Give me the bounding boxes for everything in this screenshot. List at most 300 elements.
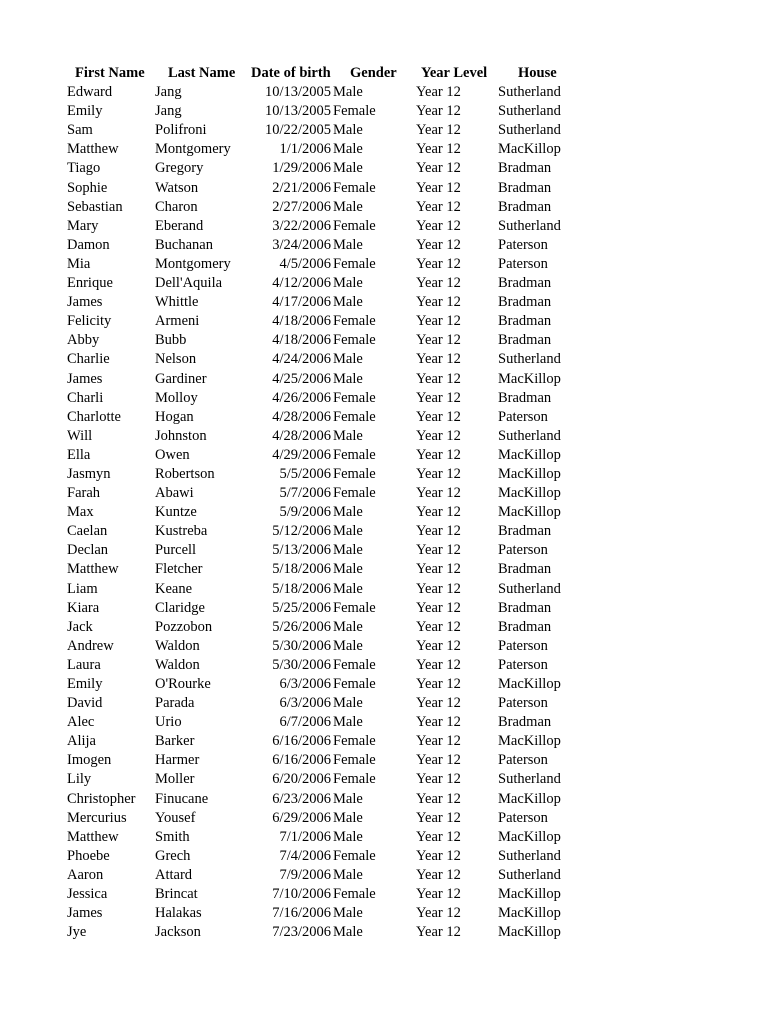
cell-date-of-birth: 5/13/2006 bbox=[272, 542, 331, 559]
cell-year-level: Year 12 bbox=[416, 84, 461, 101]
table-row bbox=[0, 293, 768, 312]
cell-date-of-birth: 5/30/2006 bbox=[272, 637, 331, 654]
cell-first-name: Abby bbox=[67, 332, 100, 349]
cell-last-name: Robertson bbox=[155, 465, 215, 482]
cell-gender: Male bbox=[333, 828, 363, 845]
table-row bbox=[0, 159, 768, 178]
cell-first-name: Max bbox=[67, 504, 94, 521]
cell-gender: Male bbox=[333, 84, 363, 101]
table-body bbox=[0, 83, 768, 942]
table-row bbox=[0, 866, 768, 885]
table-row bbox=[0, 580, 768, 599]
table-row bbox=[0, 255, 768, 274]
table-row bbox=[0, 121, 768, 140]
cell-first-name: Kiara bbox=[67, 599, 100, 616]
cell-gender: Male bbox=[333, 370, 363, 387]
cell-year-level: Year 12 bbox=[416, 866, 461, 883]
cell-gender: Female bbox=[333, 771, 376, 788]
cell-first-name: Tiago bbox=[67, 160, 101, 177]
cell-first-name: Lily bbox=[67, 771, 92, 788]
cell-first-name: Alija bbox=[67, 733, 96, 750]
cell-first-name: Mary bbox=[67, 217, 99, 234]
cell-date-of-birth: 5/30/2006 bbox=[272, 656, 331, 673]
cell-last-name: Purcell bbox=[155, 542, 197, 559]
cell-date-of-birth: 6/16/2006 bbox=[272, 752, 331, 769]
cell-gender: Male bbox=[333, 427, 363, 444]
cell-first-name: Matthew bbox=[67, 828, 119, 845]
cell-year-level: Year 12 bbox=[416, 332, 461, 349]
cell-gender: Male bbox=[333, 924, 363, 941]
table-row bbox=[0, 484, 768, 503]
cell-first-name: Matthew bbox=[67, 561, 119, 578]
cell-house: Paterson bbox=[498, 542, 548, 559]
cell-date-of-birth: 6/29/2006 bbox=[272, 809, 331, 826]
cell-last-name: Nelson bbox=[155, 351, 197, 368]
cell-date-of-birth: 6/3/2006 bbox=[279, 695, 331, 712]
table-row bbox=[0, 427, 768, 446]
table-row bbox=[0, 675, 768, 694]
cell-date-of-birth: 5/12/2006 bbox=[272, 523, 331, 540]
cell-last-name: Halakas bbox=[155, 905, 202, 922]
table-row bbox=[0, 408, 768, 427]
cell-first-name: Felicity bbox=[67, 313, 112, 330]
cell-last-name: Watson bbox=[155, 179, 199, 196]
cell-date-of-birth: 7/23/2006 bbox=[272, 924, 331, 941]
cell-gender: Female bbox=[333, 408, 376, 425]
cell-last-name: Urio bbox=[155, 714, 182, 731]
cell-last-name: Kuntze bbox=[155, 504, 197, 521]
table-row bbox=[0, 465, 768, 484]
cell-year-level: Year 12 bbox=[416, 141, 461, 158]
cell-gender: Male bbox=[333, 275, 363, 292]
cell-year-level: Year 12 bbox=[416, 790, 461, 807]
cell-last-name: Parada bbox=[155, 695, 195, 712]
cell-year-level: Year 12 bbox=[416, 217, 461, 234]
cell-house: Paterson bbox=[498, 408, 548, 425]
cell-date-of-birth: 4/28/2006 bbox=[272, 427, 331, 444]
cell-house: MacKillop bbox=[498, 886, 561, 903]
cell-gender: Female bbox=[333, 255, 376, 272]
cell-last-name: Johnston bbox=[155, 427, 207, 444]
cell-gender: Male bbox=[333, 618, 363, 635]
cell-last-name: O'Rourke bbox=[155, 676, 211, 692]
cell-year-level: Year 12 bbox=[416, 122, 461, 139]
cell-year-level: Year 12 bbox=[416, 523, 461, 540]
cell-last-name: Buchanan bbox=[155, 236, 213, 253]
table-row bbox=[0, 83, 768, 102]
cell-gender: Female bbox=[333, 179, 376, 196]
cell-gender: Female bbox=[333, 656, 376, 673]
cell-house: Bradman bbox=[498, 523, 552, 540]
cell-date-of-birth: 4/29/2006 bbox=[272, 446, 331, 463]
cell-date-of-birth: 6/20/2006 bbox=[272, 771, 331, 788]
cell-house: Bradman bbox=[498, 179, 552, 196]
cell-year-level: Year 12 bbox=[416, 580, 461, 597]
cell-house: MacKillop bbox=[498, 905, 561, 922]
header-last-name: Last Name bbox=[168, 65, 236, 81]
table-row bbox=[0, 923, 768, 942]
cell-first-name: Andrew bbox=[67, 637, 114, 654]
cell-first-name: Aaron bbox=[67, 866, 104, 883]
cell-year-level: Year 12 bbox=[416, 275, 461, 292]
table-row bbox=[0, 389, 768, 408]
cell-date-of-birth: 3/22/2006 bbox=[272, 217, 331, 234]
cell-gender: Female bbox=[333, 446, 376, 463]
cell-gender: Male bbox=[333, 695, 363, 712]
cell-gender: Male bbox=[333, 790, 363, 807]
cell-first-name: Emily bbox=[67, 103, 103, 120]
cell-date-of-birth: 10/13/2005 bbox=[264, 84, 331, 101]
cell-house: Bradman bbox=[498, 561, 552, 578]
cell-year-level: Year 12 bbox=[416, 905, 461, 922]
cell-gender: Male bbox=[333, 866, 363, 883]
cell-first-name: Sophie bbox=[67, 179, 108, 196]
cell-house: Paterson bbox=[498, 809, 548, 826]
cell-year-level: Year 12 bbox=[416, 179, 461, 196]
table-row bbox=[0, 102, 768, 121]
cell-gender: Female bbox=[333, 733, 376, 750]
cell-gender: Male bbox=[333, 542, 363, 559]
cell-year-level: Year 12 bbox=[416, 676, 461, 692]
cell-first-name: Enrique bbox=[67, 275, 113, 292]
table-row bbox=[0, 274, 768, 293]
cell-year-level: Year 12 bbox=[416, 924, 461, 941]
cell-house: MacKillop bbox=[498, 676, 561, 692]
table-row bbox=[0, 140, 768, 159]
cell-first-name: Emily bbox=[67, 676, 103, 692]
cell-house: Bradman bbox=[498, 714, 552, 731]
table-row bbox=[0, 751, 768, 770]
table-row bbox=[0, 312, 768, 331]
cell-first-name: Charli bbox=[67, 389, 104, 406]
cell-year-level: Year 12 bbox=[416, 771, 461, 788]
cell-year-level: Year 12 bbox=[416, 886, 461, 903]
cell-house: Bradman bbox=[498, 313, 552, 330]
cell-year-level: Year 12 bbox=[416, 714, 461, 731]
cell-year-level: Year 12 bbox=[416, 427, 461, 444]
cell-date-of-birth: 4/17/2006 bbox=[272, 294, 331, 311]
table-row bbox=[0, 560, 768, 579]
cell-last-name: Finucane bbox=[155, 790, 209, 807]
cell-gender: Female bbox=[333, 103, 376, 120]
cell-last-name: Moller bbox=[155, 771, 195, 788]
cell-year-level: Year 12 bbox=[416, 618, 461, 635]
cell-house: MacKillop bbox=[498, 790, 561, 807]
cell-first-name: James bbox=[67, 370, 103, 387]
cell-date-of-birth: 2/21/2006 bbox=[272, 179, 331, 196]
cell-first-name: Liam bbox=[67, 580, 98, 597]
cell-house: Sutherland bbox=[498, 351, 561, 368]
cell-last-name: Abawi bbox=[155, 485, 194, 502]
cell-first-name: Damon bbox=[67, 236, 110, 253]
cell-gender: Male bbox=[333, 122, 363, 139]
cell-last-name: Gregory bbox=[155, 160, 204, 177]
student-table bbox=[0, 64, 768, 942]
cell-year-level: Year 12 bbox=[416, 465, 461, 482]
cell-first-name: James bbox=[67, 905, 103, 922]
cell-last-name: Claridge bbox=[155, 599, 205, 616]
cell-house: Sutherland bbox=[498, 217, 561, 234]
cell-house: Sutherland bbox=[498, 103, 561, 120]
cell-gender: Male bbox=[333, 236, 363, 253]
cell-year-level: Year 12 bbox=[416, 370, 461, 387]
table-row bbox=[0, 217, 768, 236]
cell-year-level: Year 12 bbox=[416, 752, 461, 769]
cell-house: Bradman bbox=[498, 198, 552, 215]
cell-date-of-birth: 5/9/2006 bbox=[279, 504, 331, 521]
table-row bbox=[0, 847, 768, 866]
cell-date-of-birth: 10/22/2005 bbox=[264, 122, 331, 139]
cell-gender: Male bbox=[333, 198, 363, 215]
cell-gender: Female bbox=[333, 313, 376, 330]
cell-house: Bradman bbox=[498, 389, 552, 406]
cell-house: MacKillop bbox=[498, 733, 561, 750]
cell-gender: Male bbox=[333, 294, 363, 311]
cell-year-level: Year 12 bbox=[416, 160, 461, 177]
cell-gender: Female bbox=[333, 886, 376, 903]
cell-house: Sutherland bbox=[498, 427, 561, 444]
cell-house: MacKillop bbox=[498, 446, 561, 463]
table-row bbox=[0, 179, 768, 198]
cell-year-level: Year 12 bbox=[416, 485, 461, 502]
cell-house: Bradman bbox=[498, 275, 552, 292]
table-row bbox=[0, 541, 768, 560]
cell-gender: Male bbox=[333, 351, 363, 368]
table-row bbox=[0, 618, 768, 637]
cell-year-level: Year 12 bbox=[416, 446, 461, 463]
cell-last-name: Waldon bbox=[155, 656, 200, 673]
cell-gender: Female bbox=[333, 389, 376, 406]
cell-date-of-birth: 6/3/2006 bbox=[279, 676, 331, 692]
table-row bbox=[0, 770, 768, 789]
cell-date-of-birth: 5/18/2006 bbox=[272, 580, 331, 597]
cell-gender: Female bbox=[333, 599, 376, 616]
header-gender: Gender bbox=[350, 65, 397, 81]
cell-year-level: Year 12 bbox=[416, 389, 461, 406]
cell-first-name: Mia bbox=[67, 255, 91, 272]
cell-first-name: Edward bbox=[67, 84, 113, 101]
cell-year-level: Year 12 bbox=[416, 294, 461, 311]
cell-date-of-birth: 5/25/2006 bbox=[272, 599, 331, 616]
cell-gender: Female bbox=[333, 485, 376, 502]
cell-first-name: Mercurius bbox=[67, 809, 127, 826]
cell-house: MacKillop bbox=[498, 465, 561, 482]
cell-year-level: Year 12 bbox=[416, 103, 461, 120]
cell-last-name: Whittle bbox=[155, 294, 199, 311]
cell-date-of-birth: 5/18/2006 bbox=[272, 561, 331, 578]
cell-first-name: Jessica bbox=[67, 886, 108, 903]
cell-last-name: Dell'Aquila bbox=[155, 275, 223, 292]
cell-date-of-birth: 4/25/2006 bbox=[272, 370, 331, 387]
table-header-row bbox=[0, 64, 768, 83]
cell-house: Bradman bbox=[498, 160, 552, 177]
cell-first-name: Alec bbox=[67, 714, 95, 731]
cell-year-level: Year 12 bbox=[416, 236, 461, 253]
cell-first-name: Declan bbox=[67, 542, 109, 559]
cell-last-name: Eberand bbox=[155, 217, 204, 234]
cell-last-name: Attard bbox=[155, 866, 193, 883]
cell-date-of-birth: 7/1/2006 bbox=[279, 828, 331, 845]
cell-last-name: Yousef bbox=[155, 809, 196, 826]
table-row bbox=[0, 637, 768, 656]
table-row bbox=[0, 599, 768, 618]
cell-date-of-birth: 4/5/2006 bbox=[279, 255, 331, 272]
table-row bbox=[0, 446, 768, 465]
cell-last-name: Jang bbox=[155, 84, 182, 101]
cell-last-name: Charon bbox=[155, 198, 198, 215]
cell-first-name: Jack bbox=[67, 618, 93, 635]
cell-date-of-birth: 7/9/2006 bbox=[279, 866, 331, 883]
cell-gender: Male bbox=[333, 905, 363, 922]
cell-last-name: Bubb bbox=[155, 332, 187, 349]
table-row bbox=[0, 694, 768, 713]
cell-year-level: Year 12 bbox=[416, 733, 461, 750]
cell-house: Bradman bbox=[498, 618, 552, 635]
header-house: House bbox=[518, 65, 557, 81]
cell-house: Sutherland bbox=[498, 122, 561, 139]
cell-gender: Female bbox=[333, 465, 376, 482]
cell-year-level: Year 12 bbox=[416, 637, 461, 654]
cell-house: MacKillop bbox=[498, 485, 561, 502]
header-first-name: First Name bbox=[75, 65, 145, 81]
cell-house: Paterson bbox=[498, 656, 548, 673]
cell-date-of-birth: 1/29/2006 bbox=[272, 160, 331, 177]
cell-gender: Male bbox=[333, 141, 363, 158]
cell-first-name: Caelan bbox=[67, 523, 108, 540]
cell-last-name: Molloy bbox=[155, 389, 198, 406]
cell-year-level: Year 12 bbox=[416, 656, 461, 673]
cell-year-level: Year 12 bbox=[416, 561, 461, 578]
cell-gender: Male bbox=[333, 637, 363, 654]
table-row bbox=[0, 885, 768, 904]
cell-gender: Female bbox=[333, 676, 376, 692]
table-row bbox=[0, 236, 768, 255]
cell-date-of-birth: 4/24/2006 bbox=[272, 351, 331, 368]
cell-first-name: Farah bbox=[67, 485, 101, 502]
cell-first-name: Charlie bbox=[67, 351, 110, 368]
cell-last-name: Jang bbox=[155, 103, 182, 120]
cell-gender: Male bbox=[333, 504, 363, 521]
cell-date-of-birth: 6/16/2006 bbox=[272, 733, 331, 750]
cell-gender: Male bbox=[333, 714, 363, 731]
cell-last-name: Armeni bbox=[155, 313, 200, 330]
cell-year-level: Year 12 bbox=[416, 695, 461, 712]
cell-first-name: Phoebe bbox=[67, 847, 110, 864]
cell-last-name: Pozzobon bbox=[155, 618, 213, 635]
cell-date-of-birth: 5/7/2006 bbox=[279, 485, 331, 502]
cell-last-name: Fletcher bbox=[155, 561, 203, 578]
cell-date-of-birth: 4/12/2006 bbox=[272, 275, 331, 292]
cell-house: Sutherland bbox=[498, 847, 561, 864]
cell-gender: Male bbox=[333, 561, 363, 578]
cell-gender: Male bbox=[333, 809, 363, 826]
cell-year-level: Year 12 bbox=[416, 809, 461, 826]
cell-date-of-birth: 7/10/2006 bbox=[272, 886, 331, 903]
cell-first-name: Christopher bbox=[67, 790, 136, 807]
cell-last-name: Jackson bbox=[155, 924, 201, 941]
cell-house: MacKillop bbox=[498, 141, 561, 158]
cell-house: MacKillop bbox=[498, 504, 561, 521]
cell-house: Sutherland bbox=[498, 84, 561, 101]
cell-first-name: Ella bbox=[67, 446, 91, 463]
cell-date-of-birth: 2/27/2006 bbox=[272, 198, 331, 215]
cell-last-name: Harmer bbox=[155, 752, 200, 769]
cell-house: MacKillop bbox=[498, 828, 561, 845]
cell-last-name: Gardiner bbox=[155, 370, 207, 387]
cell-last-name: Montgomery bbox=[155, 141, 231, 158]
cell-date-of-birth: 10/13/2005 bbox=[264, 103, 331, 120]
cell-year-level: Year 12 bbox=[416, 828, 461, 845]
table-row bbox=[0, 370, 768, 389]
cell-gender: Female bbox=[333, 847, 376, 864]
table-row bbox=[0, 350, 768, 369]
cell-house: MacKillop bbox=[498, 370, 561, 387]
cell-gender: Female bbox=[333, 752, 376, 769]
cell-date-of-birth: 6/7/2006 bbox=[279, 714, 331, 731]
cell-last-name: Smith bbox=[155, 828, 190, 845]
cell-date-of-birth: 5/5/2006 bbox=[279, 465, 331, 482]
cell-date-of-birth: 4/26/2006 bbox=[272, 389, 331, 406]
cell-date-of-birth: 1/1/2006 bbox=[279, 141, 331, 158]
cell-house: Bradman bbox=[498, 599, 552, 616]
cell-first-name: Imogen bbox=[67, 752, 112, 769]
table-row bbox=[0, 904, 768, 923]
cell-first-name: Sam bbox=[67, 122, 93, 139]
cell-first-name: Will bbox=[67, 427, 93, 444]
table-row bbox=[0, 656, 768, 675]
cell-year-level: Year 12 bbox=[416, 599, 461, 616]
cell-year-level: Year 12 bbox=[416, 198, 461, 215]
cell-year-level: Year 12 bbox=[416, 408, 461, 425]
cell-house: Paterson bbox=[498, 695, 548, 712]
cell-year-level: Year 12 bbox=[416, 351, 461, 368]
cell-last-name: Kustreba bbox=[155, 523, 208, 540]
cell-gender: Male bbox=[333, 160, 363, 177]
cell-last-name: Barker bbox=[155, 733, 195, 750]
cell-first-name: David bbox=[67, 695, 103, 712]
cell-year-level: Year 12 bbox=[416, 313, 461, 330]
cell-last-name: Montgomery bbox=[155, 255, 231, 272]
table-row bbox=[0, 790, 768, 809]
table-row bbox=[0, 828, 768, 847]
cell-year-level: Year 12 bbox=[416, 504, 461, 521]
cell-date-of-birth: 6/23/2006 bbox=[272, 790, 331, 807]
cell-year-level: Year 12 bbox=[416, 542, 461, 559]
cell-gender: Male bbox=[333, 580, 363, 597]
table-row bbox=[0, 713, 768, 732]
cell-last-name: Polifroni bbox=[155, 122, 207, 139]
cell-last-name: Brincat bbox=[155, 886, 198, 903]
cell-gender: Female bbox=[333, 217, 376, 234]
table-row bbox=[0, 198, 768, 217]
table-row bbox=[0, 522, 768, 541]
header-year-level: Year Level bbox=[421, 65, 488, 81]
cell-house: Paterson bbox=[498, 637, 548, 654]
table-row bbox=[0, 503, 768, 522]
cell-date-of-birth: 3/24/2006 bbox=[272, 236, 331, 253]
header-date-of-birth: Date of birth bbox=[251, 65, 331, 81]
cell-last-name: Keane bbox=[155, 580, 193, 597]
cell-house: Paterson bbox=[498, 752, 548, 769]
table-row bbox=[0, 732, 768, 751]
cell-house: Paterson bbox=[498, 255, 548, 272]
table-row bbox=[0, 809, 768, 828]
cell-house: Sutherland bbox=[498, 580, 561, 597]
cell-date-of-birth: 4/28/2006 bbox=[272, 408, 331, 425]
cell-first-name: Jye bbox=[67, 924, 87, 941]
cell-year-level: Year 12 bbox=[416, 255, 461, 272]
cell-house: MacKillop bbox=[498, 924, 561, 941]
